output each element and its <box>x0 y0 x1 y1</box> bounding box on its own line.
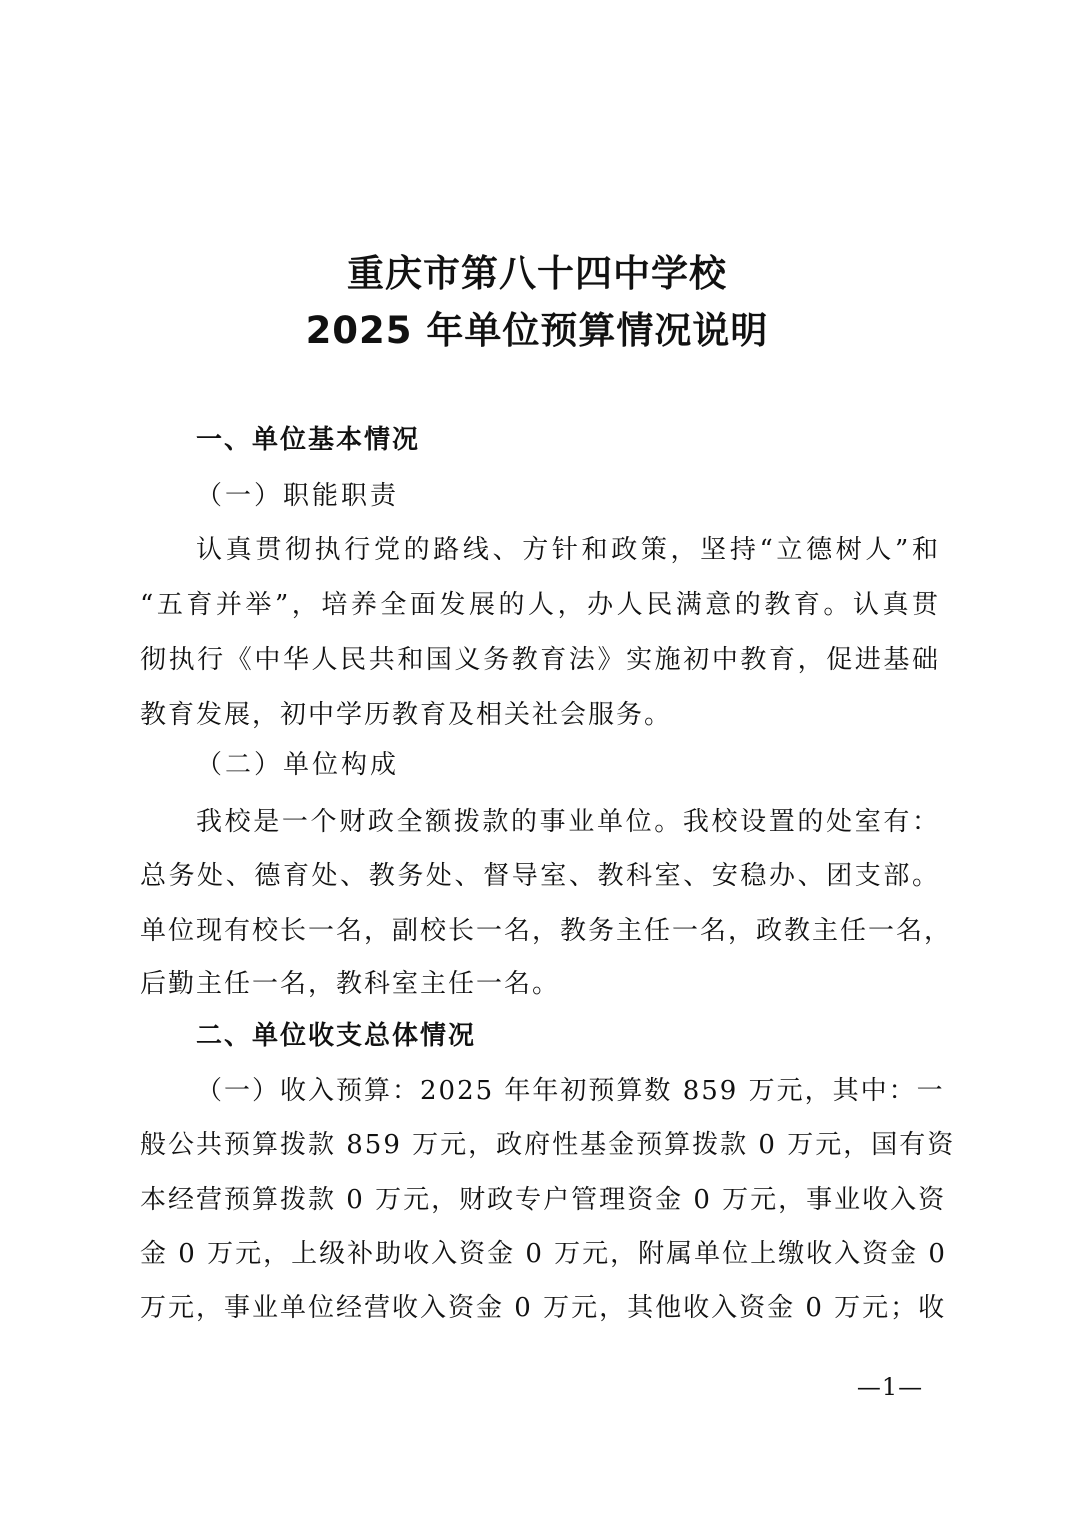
paragraph-line: 认真贯彻执行党的路线、方针和政策，坚持“立德树人”和 <box>196 535 940 565</box>
paragraph-line: 金 0 万元，上级补助收入资金 0 万元，附属单位上缴收入资金 0 <box>140 1239 947 1269</box>
paragraph-line: 总务处、德育处、教务处、督导室、教科室、安稳办、团支部。 <box>140 861 940 891</box>
section-heading-revenue-expenditure: 二、单位收支总体情况 <box>196 1021 477 1051</box>
paragraph-line: 教育发展，初中学历教育及相关社会服务。 <box>140 700 673 730</box>
document-title-line-1: 重庆市第八十四中学校 <box>347 252 727 295</box>
paragraph-line: 般公共预算拨款 859 万元，政府性基金预算拨款 0 万元，国有资 <box>140 1130 956 1160</box>
subsection-heading-duties: （一）职能职责 <box>196 481 400 511</box>
paragraph-line: 万元，事业单位经营收入资金 0 万元，其他收入资金 0 万元；收 <box>140 1293 947 1323</box>
paragraph-line: 后勤主任一名，教科室主任一名。 <box>140 969 561 999</box>
subsection-heading-structure: （二）单位构成 <box>196 750 400 780</box>
paragraph-line: 本经营预算拨款 0 万元，财政专户管理资金 0 万元，事业收入资 <box>140 1185 947 1215</box>
paragraph-line: 我校是一个财政全额拨款的事业单位。我校设置的处室有： <box>196 807 940 837</box>
section-heading-basic-info: 一、单位基本情况 <box>196 425 421 455</box>
paragraph-line: （一）收入预算：2025 年年初预算数 859 万元，其中：一 <box>196 1076 945 1106</box>
document-title-line-2: 2025 年单位预算情况说明 <box>305 309 769 352</box>
paragraph-line: 彻执行《中华人民共和国义务教育法》实施初中教育，促进基础 <box>140 645 940 675</box>
paragraph-line: “五育并举”，培养全面发展的人，办人民满意的教育。认真贯 <box>140 590 940 620</box>
paragraph-line: 单位现有校长一名，副校长一名，教务主任一名，政教主任一名， <box>140 916 953 946</box>
page-number: —1— <box>856 1373 924 1401</box>
